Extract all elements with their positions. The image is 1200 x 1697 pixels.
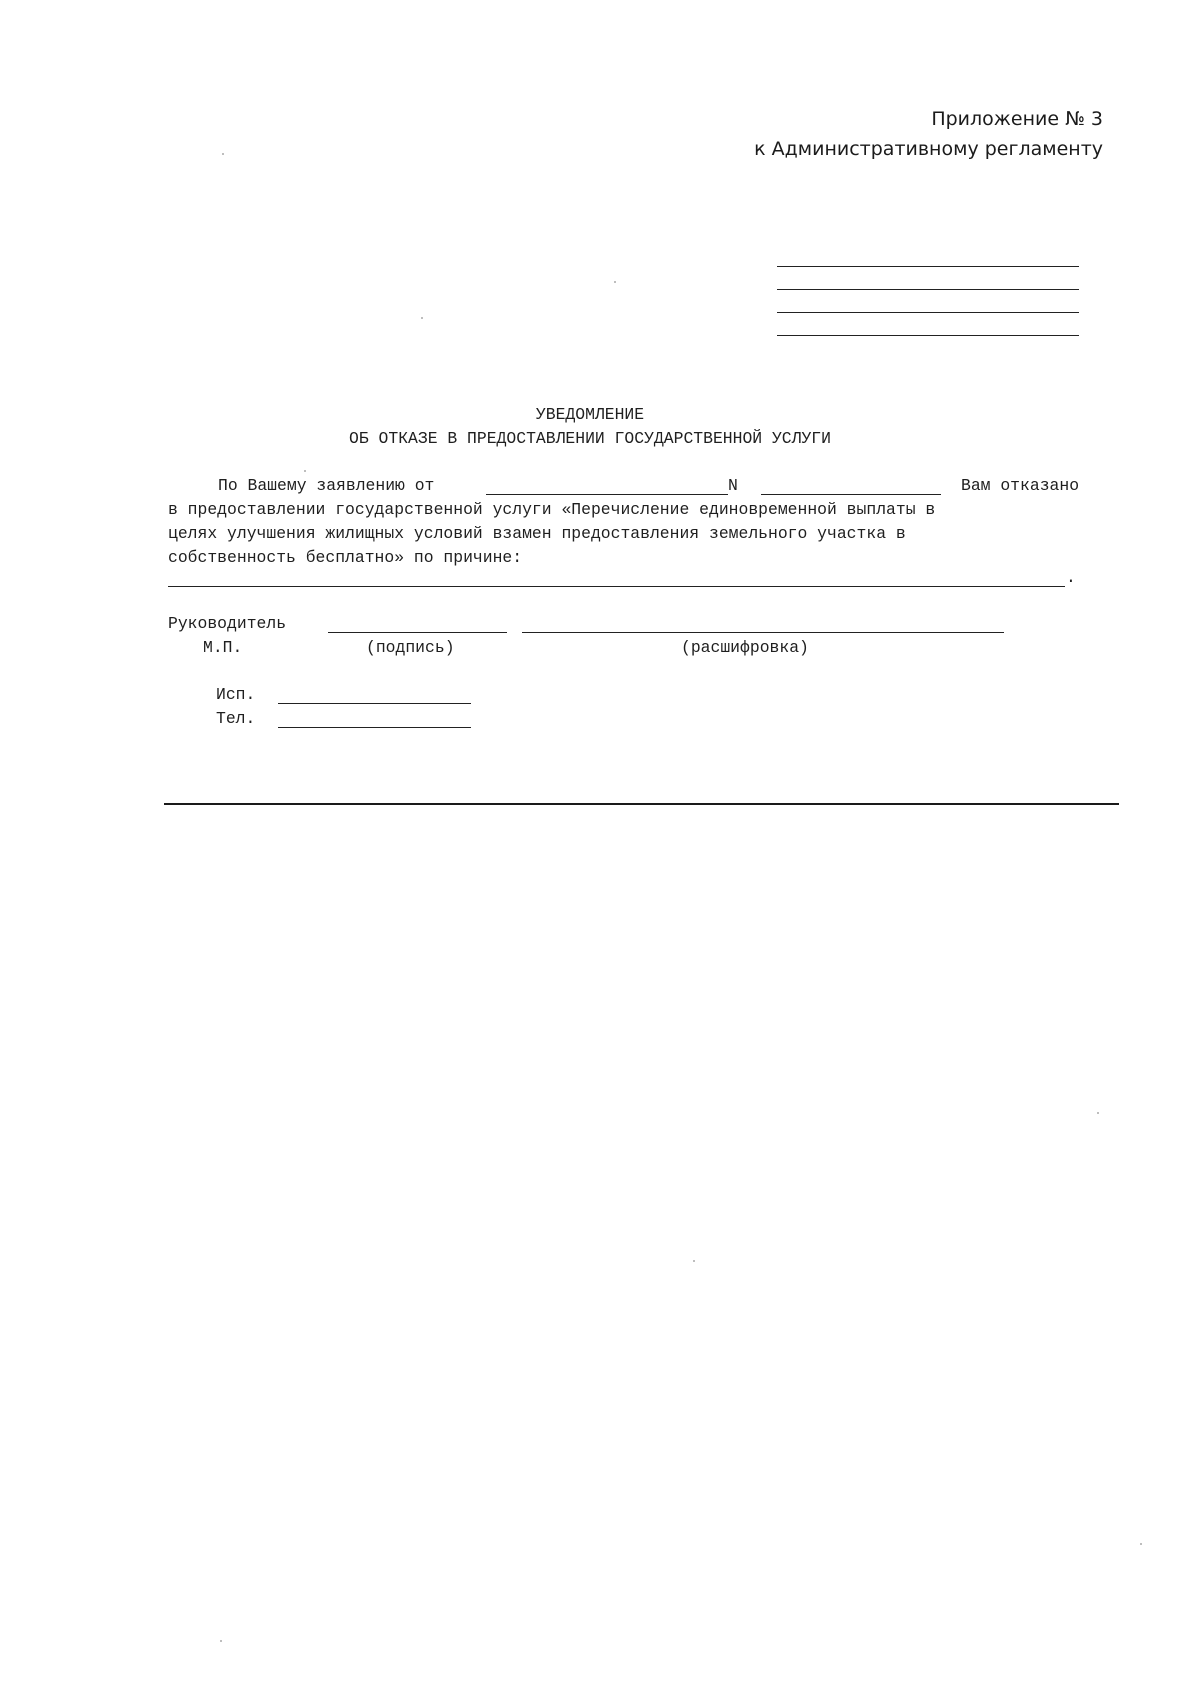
stamp-label: М.П. [203,638,243,657]
reason-end-dot: . [1066,568,1076,587]
body-line-2: в предоставлении государственной услуги «Перечисление единовременной выплаты в [168,500,936,519]
addressee-line-3 [777,312,1079,313]
scan-speck [693,1260,695,1262]
head-label: Руководитель [168,614,287,633]
decode-caption: (расшифровка) [681,638,809,657]
scan-speck [421,317,423,319]
scan-speck [304,470,306,472]
appendix-reference: к Административному регламенту [754,138,1103,160]
scan-speck [1140,1543,1142,1545]
phone-label: Тел. [216,709,256,728]
executor-field[interactable] [278,703,471,704]
document-page: Приложение № 3 к Административному регламенту УВЕДОМЛЕНИЕ ОБ ОТКАЗЕ В ПРЕДОСТАВЛЕНИИ ГОСУДАРСТВЕННОЙ УСЛУГИ По Вашему заявлению от N Вам отказано в предоставлении государственной услуги «Перечисление единовременной выплаты в целях улучшения жилищных условий взамен предоставления земельного участка в собственность бесплатно» по причине: . Руководитель М.П. (подпись) (расшифровка) Исп. Тел. [0,0,1200,1697]
phone-field[interactable] [278,727,471,728]
signature-decode-field[interactable] [522,632,1004,633]
application-number-field[interactable] [761,494,941,495]
signature-field[interactable] [328,632,507,633]
appendix-number: Приложение № 3 [931,108,1103,130]
body-line-1-end: Вам отказано [961,476,1080,495]
addressee-line-4 [777,335,1079,336]
body-line-4: собственность бесплатно» по причине: [168,548,523,567]
executor-label: Исп. [216,685,256,704]
signature-caption: (подпись) [366,638,455,657]
addressee-line-1 [777,266,1079,267]
appendix-header [754,104,1103,164]
scan-speck [614,281,616,283]
bottom-separator [164,803,1119,805]
scan-speck [222,153,224,155]
body-line-1-number-sign: N [728,476,738,495]
application-date-field[interactable] [486,494,728,495]
scan-speck [1097,1112,1099,1114]
body-line-3: целях улучшения жилищных условий взамен предоставления земельного участка в [168,524,906,543]
addressee-line-2 [777,289,1079,290]
scan-speck [220,1640,222,1642]
refusal-reason-field[interactable] [168,586,1065,587]
body-line-1-start: По Вашему заявлению от [218,476,435,495]
